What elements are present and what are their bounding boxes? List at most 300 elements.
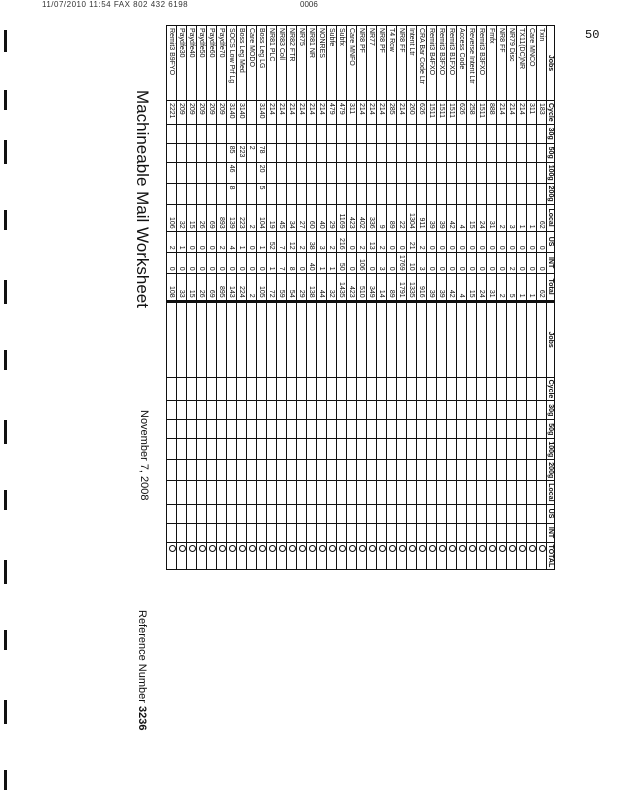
table-row <box>367 26 377 570</box>
empty-cell <box>517 420 527 439</box>
empty-cell <box>427 504 437 523</box>
cell-g100: 46 <box>227 162 237 183</box>
empty-cell <box>487 377 497 401</box>
cell-job: Paydfe40 <box>187 26 197 101</box>
cell-us: 3 <box>317 231 327 252</box>
cell-cycle: 214 <box>307 101 317 125</box>
empty-cell <box>447 420 457 439</box>
cell-total: 1435 <box>337 273 347 301</box>
cell-cycle: 214 <box>377 101 387 125</box>
cell-local: 893 <box>217 204 227 231</box>
empty-cell <box>207 481 217 504</box>
cell-g100 <box>377 162 387 183</box>
circle-icon <box>499 545 506 552</box>
cell-job: NR82 FTR <box>287 26 297 101</box>
cell-local: 45 <box>277 204 287 231</box>
cell-job: T4 Rcw <box>387 26 397 101</box>
cell-us: 2 <box>357 231 367 252</box>
cell-g200 <box>247 183 257 204</box>
empty-cell <box>397 481 407 504</box>
cell-us: 0 <box>347 231 357 252</box>
empty-cell <box>407 523 417 542</box>
empty-cell <box>377 523 387 542</box>
cell-us: 21 <box>407 231 417 252</box>
empty-cell <box>287 460 297 481</box>
total-circle-cell <box>427 542 437 570</box>
empty-cell <box>357 460 367 481</box>
cell-local: 24 <box>477 204 487 231</box>
empty-cell <box>467 504 477 523</box>
total-circle-cell <box>447 542 457 570</box>
margin-mark <box>4 770 7 790</box>
cell-us: 0 <box>457 231 467 252</box>
empty-cell <box>477 439 487 460</box>
cell-g30 <box>537 124 547 143</box>
cell-job: Remit3 B4FXO <box>427 26 437 101</box>
cell-int: 50 <box>337 252 347 273</box>
cell-g200 <box>177 183 187 204</box>
cell-total: 108 <box>167 273 177 301</box>
empty-cell <box>217 523 227 542</box>
empty-cell <box>537 377 547 401</box>
empty-cell <box>207 504 217 523</box>
cell-job: Care MNFO <box>347 26 357 101</box>
empty-cell <box>537 439 547 460</box>
cell-local: 3 <box>507 204 517 231</box>
empty-cell <box>487 504 497 523</box>
cell-us: 2 <box>417 231 427 252</box>
cell-g50 <box>457 143 467 162</box>
cell-total: 39 <box>427 273 437 301</box>
cell-us: 0 <box>487 231 497 252</box>
empty-cell <box>397 301 407 377</box>
cell-g100 <box>447 162 457 183</box>
cell-total: 1791 <box>397 273 407 301</box>
col-header: 50g <box>547 420 555 439</box>
empty-cell <box>527 460 537 481</box>
cell-job: CRA Bar Code Ltr <box>417 26 427 101</box>
cell-local: 31 <box>487 204 497 231</box>
empty-cell <box>287 481 297 504</box>
empty-cell <box>267 523 277 542</box>
cell-total: 4 <box>457 273 467 301</box>
empty-cell <box>457 523 467 542</box>
cell-us: 4 <box>227 231 237 252</box>
empty-cell <box>167 377 177 401</box>
empty-cell <box>167 460 177 481</box>
empty-cell <box>447 439 457 460</box>
empty-cell <box>387 504 397 523</box>
cell-g50 <box>417 143 427 162</box>
empty-cell <box>417 523 427 542</box>
empty-cell <box>457 420 467 439</box>
empty-cell <box>327 439 337 460</box>
circle-icon <box>469 545 476 552</box>
cell-total: 1 <box>517 273 527 301</box>
total-circle-cell <box>247 542 257 570</box>
cell-g100 <box>387 162 397 183</box>
empty-cell <box>247 460 257 481</box>
cell-g30 <box>347 124 357 143</box>
cell-cycle: 1511 <box>477 101 487 125</box>
cell-g200 <box>377 183 387 204</box>
total-circle-cell <box>397 542 407 570</box>
cell-g50 <box>357 143 367 162</box>
empty-cell <box>437 481 447 504</box>
cell-int: 3 <box>377 252 387 273</box>
empty-cell <box>387 401 397 420</box>
cell-g100 <box>507 162 517 183</box>
empty-cell <box>397 523 407 542</box>
cell-g30 <box>177 124 187 143</box>
cell-g100 <box>187 162 197 183</box>
empty-cell <box>237 401 247 420</box>
empty-cell <box>527 481 537 504</box>
cell-g50 <box>287 143 297 162</box>
empty-cell <box>227 523 237 542</box>
empty-cell <box>207 401 217 420</box>
cell-job: NR81 NR <box>307 26 317 101</box>
cell-local: 32 <box>177 204 187 231</box>
empty-cell <box>337 301 347 377</box>
circle-icon <box>359 545 366 552</box>
cell-g100 <box>197 162 207 183</box>
empty-cell <box>307 301 317 377</box>
empty-cell <box>317 301 327 377</box>
cell-job: Remit3 B1FXO <box>447 26 457 101</box>
margin-mark <box>4 210 7 230</box>
empty-cell <box>497 439 507 460</box>
cell-g200 <box>387 183 397 204</box>
cell-g100 <box>217 162 227 183</box>
cell-total: 1335 <box>407 273 417 301</box>
cell-g200 <box>457 183 467 204</box>
table-row <box>217 26 227 570</box>
total-circle-cell <box>217 542 227 570</box>
mail-table <box>166 25 555 570</box>
empty-cell <box>387 481 397 504</box>
empty-cell <box>417 439 427 460</box>
empty-cell <box>517 523 527 542</box>
cell-us: 216 <box>337 231 347 252</box>
empty-cell <box>467 460 477 481</box>
circle-icon <box>419 545 426 552</box>
empty-cell <box>327 420 337 439</box>
empty-cell <box>387 439 397 460</box>
cell-job: NR77 <box>367 26 377 101</box>
empty-cell <box>307 523 317 542</box>
cell-int: 0 <box>167 252 177 273</box>
cell-int: 0 <box>427 252 437 273</box>
cell-total: 916 <box>417 273 427 301</box>
empty-cell <box>297 481 307 504</box>
col-header: Local <box>547 204 555 231</box>
cell-g100 <box>277 162 287 183</box>
cell-g50 <box>207 143 217 162</box>
cell-us: 0 <box>447 231 457 252</box>
empty-cell <box>317 523 327 542</box>
cell-job: Subfe <box>327 26 337 101</box>
empty-cell <box>347 523 357 542</box>
empty-cell <box>327 504 337 523</box>
table-row <box>247 26 257 570</box>
cell-g200 <box>507 183 517 204</box>
empty-cell <box>527 401 537 420</box>
total-circle-cell <box>527 542 537 570</box>
empty-cell <box>177 504 187 523</box>
empty-cell <box>477 504 487 523</box>
cell-g50 <box>387 143 397 162</box>
circle-icon <box>239 545 246 552</box>
cell-local: 2 <box>497 204 507 231</box>
cell-g100 <box>367 162 377 183</box>
cell-g50 <box>177 143 187 162</box>
cell-local: 15 <box>467 204 477 231</box>
cell-int: 0 <box>527 252 537 273</box>
circle-icon <box>369 545 376 552</box>
circle-icon <box>409 545 416 552</box>
cell-total: 32 <box>327 273 337 301</box>
cell-g100 <box>297 162 307 183</box>
total-circle-cell <box>207 542 217 570</box>
cell-job: NR8 PF <box>377 26 387 101</box>
empty-cell <box>417 420 427 439</box>
empty-cell <box>457 481 467 504</box>
empty-cell <box>237 377 247 401</box>
cell-g30 <box>427 124 437 143</box>
cell-total: 89 <box>387 273 397 301</box>
empty-cell <box>527 301 537 377</box>
table-row <box>447 26 457 570</box>
empty-cell <box>247 504 257 523</box>
empty-cell <box>247 420 257 439</box>
table-row <box>497 26 507 570</box>
cell-job: Paydfe50 <box>197 26 207 101</box>
cell-g200 <box>517 183 527 204</box>
empty-cell <box>407 504 417 523</box>
empty-cell <box>407 401 417 420</box>
cell-g50 <box>167 143 177 162</box>
empty-cell <box>517 377 527 401</box>
cell-g200 <box>447 183 457 204</box>
cell-g100 <box>317 162 327 183</box>
cell-cycle: 3140 <box>237 101 247 125</box>
empty-cell <box>317 481 327 504</box>
empty-cell <box>247 401 257 420</box>
circle-icon <box>349 545 356 552</box>
empty-cell <box>327 523 337 542</box>
cell-g50 <box>277 143 287 162</box>
cell-job: TX11(DC)NR <box>517 26 527 101</box>
cell-g50 <box>447 143 457 162</box>
cell-us: 0 <box>507 231 517 252</box>
cell-local: 1169 <box>337 204 347 231</box>
cell-g30 <box>357 124 367 143</box>
empty-cell <box>227 504 237 523</box>
cell-g50 <box>527 143 537 162</box>
cell-local: 29 <box>327 204 337 231</box>
empty-cell <box>337 504 347 523</box>
cell-g100 <box>417 162 427 183</box>
cell-us: 13 <box>367 231 377 252</box>
cell-g200 <box>467 183 477 204</box>
empty-cell <box>447 401 457 420</box>
cell-g50 <box>217 143 227 162</box>
cell-g200 <box>477 183 487 204</box>
cell-g30 <box>417 124 427 143</box>
empty-cell <box>197 301 207 377</box>
cell-g30 <box>267 124 277 143</box>
empty-cell <box>167 481 177 504</box>
total-circle-cell <box>477 542 487 570</box>
cell-int: 1 <box>327 252 337 273</box>
empty-cell <box>207 420 217 439</box>
table-row <box>227 26 237 570</box>
empty-cell <box>197 481 207 504</box>
cell-int: 1769 <box>397 252 407 273</box>
cell-cycle: 214 <box>497 101 507 125</box>
circle-icon <box>539 545 546 552</box>
circle-icon <box>219 545 226 552</box>
empty-cell <box>457 401 467 420</box>
empty-cell <box>347 481 357 504</box>
cell-int: 0 <box>487 252 497 273</box>
fax-header: 11/07/2010 11:54 FAX 802 432 6198 <box>42 0 189 9</box>
cell-job: NR79 Disc <box>507 26 517 101</box>
empty-cell <box>277 460 287 481</box>
table-row <box>427 26 437 570</box>
table-row <box>377 26 387 570</box>
cell-g200: 8 <box>227 183 237 204</box>
table-row <box>387 26 397 570</box>
cell-g200 <box>287 183 297 204</box>
cell-cycle: 626 <box>417 101 427 125</box>
cell-g100 <box>497 162 507 183</box>
cell-total: 44 <box>317 273 327 301</box>
cell-job: Paydfe70 <box>217 26 227 101</box>
cell-cycle: 1511 <box>437 101 447 125</box>
cell-g50: 78 <box>257 143 267 162</box>
col-header: US <box>547 231 555 252</box>
table-row <box>457 26 467 570</box>
total-circle-cell <box>497 542 507 570</box>
empty-cell <box>267 401 277 420</box>
empty-cell <box>427 420 437 439</box>
empty-cell <box>257 377 267 401</box>
cell-cycle: 311 <box>527 101 537 125</box>
empty-cell <box>317 439 327 460</box>
table-row <box>407 26 417 570</box>
cell-g30 <box>367 124 377 143</box>
col-header: 30g <box>547 401 555 420</box>
cell-total: 1 <box>527 273 537 301</box>
cell-g200 <box>357 183 367 204</box>
empty-cell <box>187 301 197 377</box>
empty-cell <box>417 504 427 523</box>
empty-cell <box>297 420 307 439</box>
cell-local: 423 <box>347 204 357 231</box>
cell-g200 <box>277 183 287 204</box>
cell-int: 0 <box>207 252 217 273</box>
cell-g200 <box>437 183 447 204</box>
cell-total: 2 <box>247 273 257 301</box>
total-circle-cell <box>377 542 387 570</box>
empty-cell <box>377 401 387 420</box>
cell-int: 3 <box>417 252 427 273</box>
cell-g30 <box>407 124 417 143</box>
empty-cell <box>227 481 237 504</box>
empty-cell <box>337 481 347 504</box>
empty-cell <box>247 439 257 460</box>
total-circle-cell <box>517 542 527 570</box>
total-circle-cell <box>197 542 207 570</box>
cell-local: 34 <box>287 204 297 231</box>
circle-icon <box>519 545 526 552</box>
cell-g200 <box>367 183 377 204</box>
cell-job: NONRES <box>317 26 327 101</box>
cell-g100 <box>177 162 187 183</box>
cell-local: 60 <box>307 204 317 231</box>
cell-total: 39 <box>437 273 447 301</box>
cell-int: 0 <box>297 252 307 273</box>
empty-cell <box>197 523 207 542</box>
empty-cell <box>537 301 547 377</box>
circle-icon <box>269 545 276 552</box>
col-header: Cycle <box>547 101 555 125</box>
empty-cell <box>207 377 217 401</box>
total-circle-cell <box>337 542 347 570</box>
cell-us: 0 <box>387 231 397 252</box>
empty-cell <box>227 439 237 460</box>
cell-local: 40 <box>317 204 327 231</box>
empty-cell <box>447 377 457 401</box>
cell-g30 <box>337 124 347 143</box>
cell-job: Care MODO <box>247 26 257 101</box>
total-circle-cell <box>357 542 367 570</box>
cell-g30 <box>377 124 387 143</box>
empty-cell <box>197 377 207 401</box>
table-row <box>257 26 267 570</box>
empty-cell <box>217 504 227 523</box>
cell-us: 7 <box>277 231 287 252</box>
total-circle-cell <box>537 542 547 570</box>
cell-us: 0 <box>397 231 407 252</box>
total-circle-cell <box>317 542 327 570</box>
empty-cell <box>277 439 287 460</box>
empty-cell <box>347 504 357 523</box>
empty-cell <box>517 504 527 523</box>
empty-cell <box>457 377 467 401</box>
circle-icon <box>509 545 516 552</box>
empty-cell <box>187 481 197 504</box>
cell-cycle: 214 <box>317 101 327 125</box>
cell-g200 <box>267 183 277 204</box>
col-header: TOTAL <box>547 542 555 570</box>
empty-cell <box>347 377 357 401</box>
empty-cell <box>297 439 307 460</box>
empty-cell <box>267 460 277 481</box>
empty-cell <box>407 460 417 481</box>
cell-cycle: 1511 <box>427 101 437 125</box>
col-header: Local <box>547 481 555 504</box>
cell-g50 <box>487 143 497 162</box>
col-header: 50g <box>547 143 555 162</box>
circle-icon <box>259 545 266 552</box>
cell-int: 40 <box>307 252 317 273</box>
cell-job: Reverse Intent Ltr <box>467 26 477 101</box>
col-header: Jobs <box>547 301 555 377</box>
empty-cell <box>437 460 447 481</box>
